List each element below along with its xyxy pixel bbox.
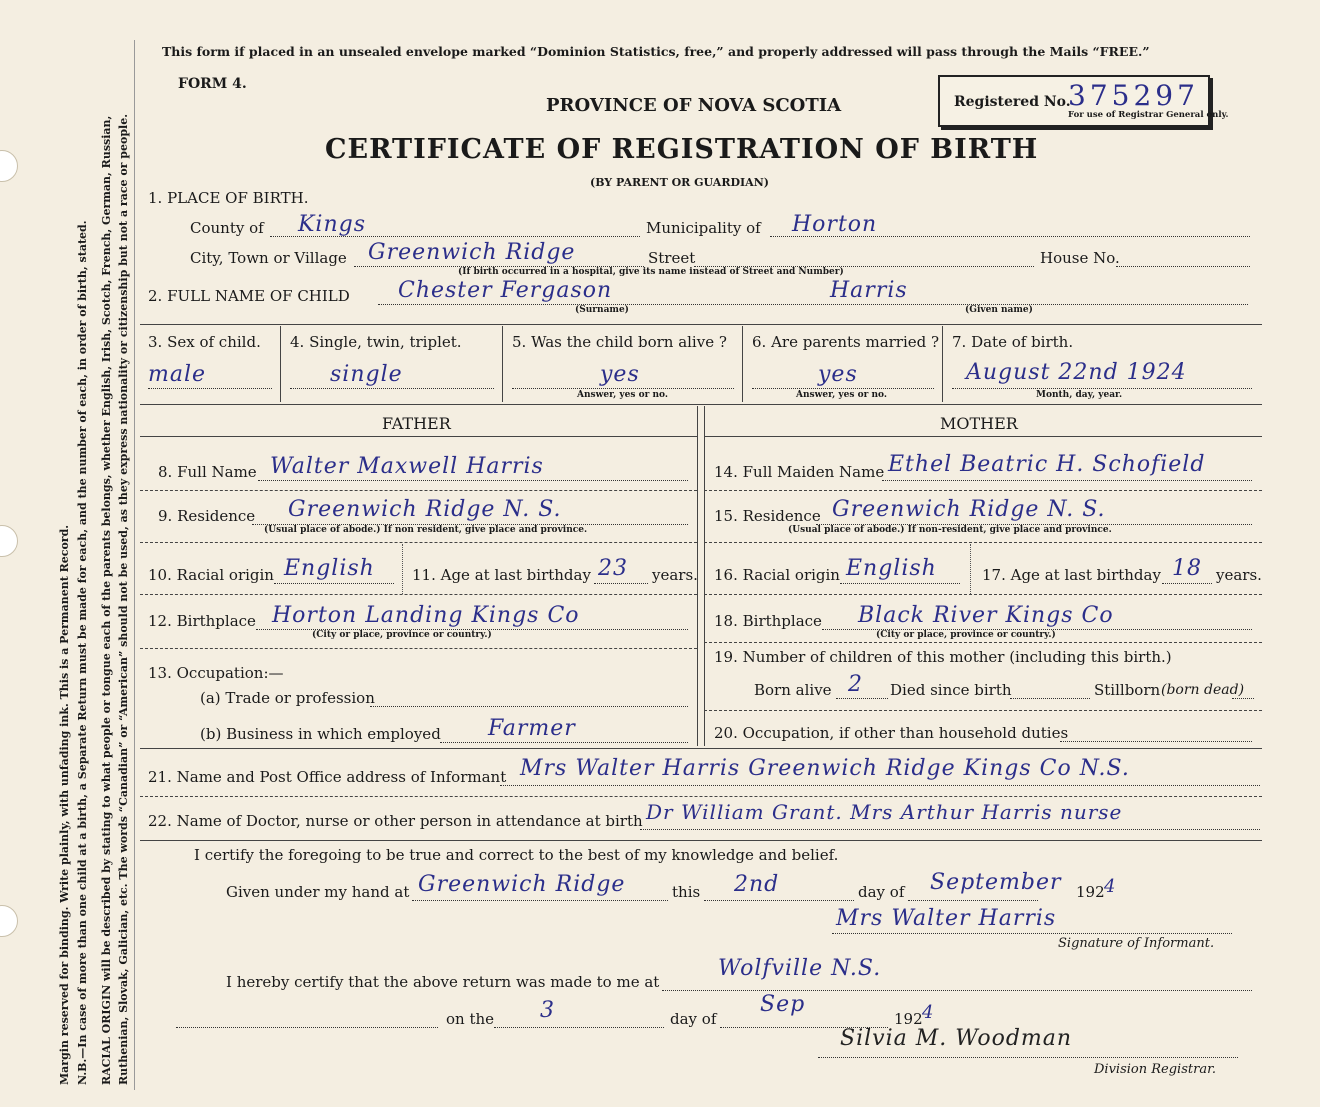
mother-age-label: 17. Age at last birthday [982,566,1161,584]
punch-hole [0,905,18,937]
sex-label: 3. Sex of child. [148,333,261,351]
father-residence-note: (Usual place of abode.) If non resident, give place and province. [264,525,588,535]
registered-number: 375297 [1068,79,1199,112]
informant-label: 21. Name and Post Office address of Informant [148,768,507,786]
father-name-label: 8. Full Name [158,463,257,481]
born-alive-count-label: Born alive [754,681,832,699]
province-title: PROVINCE OF NOVA SCOTIA [546,95,842,116]
registrar-day-of-label: day of [670,1010,717,1028]
child-surname: Harris [830,278,908,303]
certificate-title: CERTIFICATE OF REGISTRATION OF BIRTH [325,134,1039,165]
father-birthplace: Horton Landing Kings Co [272,603,580,628]
married-note: Answer, yes or no. [796,390,887,400]
informant-value: Mrs Walter Harris Greenwich Ridge Kings Co N.S. [520,756,1130,781]
children-count-label: 19. Number of children of this mother (including this birth.) [714,648,1172,666]
registrar-place: Wolfville N.S. [718,956,882,981]
married-label: 6. Are parents married ? [752,333,940,351]
municipality-label: Municipality of [646,219,761,237]
surname-note: (Surname) [575,305,629,315]
certify-month: September [930,870,1062,895]
registrar-day: 3 [540,998,555,1023]
mother-race-label: 16. Racial origin [714,566,840,584]
side-note-1: Margin reserved for binding. Write plainly, with unfading ink. This is a Permanent Record. [58,524,71,1085]
father-race: English [284,556,375,581]
side-note-3: RACIAL ORIGIN will be described by stating to what people or tongue each of the parents belongs, whether English, Irish, Scotch, French, German, Russian, [100,115,113,1085]
registrar-statement: I hereby certify that the above return was made to me at [226,973,660,991]
place-of-birth-heading: 1. PLACE OF BIRTH. [148,189,309,207]
side-note-4: Ruthenian, Slovak, Galician, etc. The words “Canadian” or “American” should not be used, as they express nationality or citizenship but not a race or people. [117,113,130,1085]
mother-residence-note: (Usual place of abode.) If non-resident, give place and province. [788,525,1112,535]
registrar-signature: Silvia M. Woodman [840,1026,1073,1051]
mother-race: English [846,556,937,581]
married-value: yes [818,362,858,387]
mother-residence: Greenwich Ridge N. S. [832,497,1106,522]
father-name: Walter Maxwell Harris [270,454,544,479]
given-under-label: Given under my hand at [226,883,410,901]
died-since-birth-label: Died since birth [890,681,1012,699]
sex-value: male [148,362,207,387]
business-label: (b) Business in which employed [200,725,441,743]
trade-label: (a) Trade or profession [200,689,375,707]
given-name-note: (Given name) [965,305,1033,315]
registrar-only-note: For use of Registrar General only. [1068,110,1229,120]
punch-hole [0,525,18,557]
mother-birthplace-label: 18. Birthplace [714,612,822,630]
registered-no-label: Registered No. [954,94,1071,110]
municipality-value: Horton [792,212,878,237]
mother-birthplace: Black River Kings Co [858,603,1114,628]
punch-hole [0,150,18,182]
father-birthplace-label: 12. Birthplace [148,612,256,630]
mother-name: Ethel Beatric H. Schofield [888,452,1206,477]
father-birthplace-note: (City or place, province or country.) [312,630,492,640]
registrar-year-prefix: 192 [894,1010,923,1028]
child-name-label: 2. FULL NAME OF CHILD [148,287,350,305]
born-alive-note: Answer, yes or no. [577,390,668,400]
father-age: 23 [598,556,628,581]
doctor-value: Dr William Grant. Mrs Arthur Harris nurse [646,800,1123,824]
plurality-value: single [330,362,403,387]
father-residence-label: 9. Residence [158,507,256,525]
father-business: Farmer [488,716,576,741]
year-suffix: 4 [1104,876,1117,897]
informant-signature: Mrs Walter Harris [836,906,1057,931]
stillborn-label: Stillborn [1094,681,1161,699]
mother-name-label: 14. Full Maiden Name [714,463,885,481]
mail-notice: This form if placed in an unsealed envelope marked “Dominion Statistics, free,” and properly addressed will pass through the Mails “FREE.” [162,44,1150,59]
certify-day: 2nd [734,872,780,897]
doctor-label: 22. Name of Doctor, nurse or other person in attendance at birth [148,812,643,830]
dob-label: 7. Date of birth. [952,333,1074,351]
dob-note: Month, day, year. [1036,390,1123,400]
certify-statement: I certify the foregoing to be true and correct to the best of my knowledge and belief. [194,846,839,864]
child-given-names: Chester Fergason [398,278,613,303]
county-value: Kings [298,212,367,237]
house-no-label: House No. [1040,249,1120,267]
county-label: County of [190,219,264,237]
hospital-note: (If birth occurred in a hospital, give its name instead of Street and Number) [458,267,844,277]
father-age-label: 11. Age at last birthday [412,566,591,584]
year-prefix: 192 [1076,883,1105,901]
father-years-label: years. [652,566,698,584]
stillborn-note: (born dead) [1161,682,1245,698]
father-heading: FATHER [382,414,451,433]
city-label: City, Town or Village [190,249,347,267]
mother-residence-label: 15. Residence [714,507,821,525]
registrar-signature-label: Division Registrar. [1094,1062,1216,1077]
day-of-label: day of [858,883,905,901]
mother-years-label: years. [1216,566,1262,584]
street-label: Street [648,249,696,267]
informant-signature-label: Signature of Informant. [1058,936,1215,951]
mother-heading: MOTHER [940,414,1018,433]
born-alive-label: 5. Was the child born alive ? [512,333,727,351]
plurality-label: 4. Single, twin, triplet. [290,333,462,351]
dob-value: August 22nd 1924 [966,360,1187,385]
born-alive-count: 2 [848,672,863,697]
certificate-subtitle: (BY PARENT OR GUARDIAN) [590,176,769,189]
this-label: this [672,883,701,901]
given-place: Greenwich Ridge [418,872,626,897]
form-number: FORM 4. [178,76,247,92]
on-the-label: on the [446,1010,495,1028]
side-note-2: N.B.—In case of more than one child at a birth, a Separate Return must be made for each, and the number of each, in order of birth, stated. [76,220,89,1085]
father-race-label: 10. Racial origin [148,566,274,584]
mother-age: 18 [1172,556,1202,581]
mother-occupation-label: 20. Occupation, if other than household duties [714,724,1069,742]
father-residence: Greenwich Ridge N. S. [288,497,562,522]
registrar-year-suffix: 4 [922,1002,935,1023]
father-occupation-label: 13. Occupation:— [148,664,284,682]
margin-line [134,40,135,1090]
registrar-month: Sep [760,992,806,1017]
born-alive-value: yes [600,362,640,387]
registration-box [938,75,1229,127]
mother-birthplace-note: (City or place, province or country.) [876,630,1056,640]
city-value: Greenwich Ridge [368,240,576,265]
